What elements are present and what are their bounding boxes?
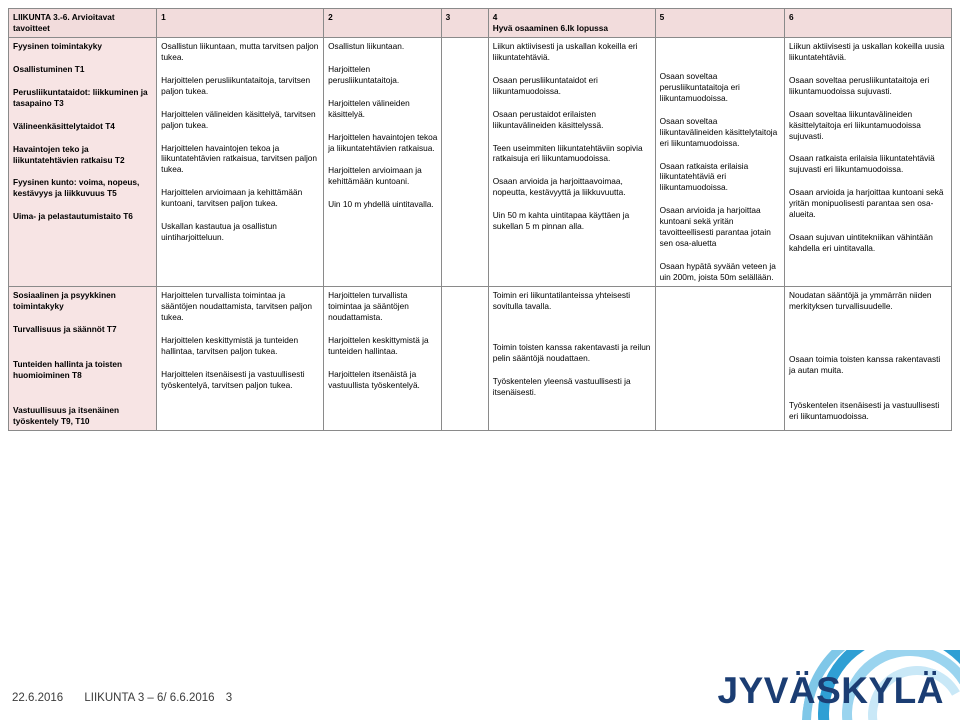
objective-t2: Havaintojen teko ja liikuntatehtävien ratkaisu T2 — [13, 143, 125, 165]
criteria-text: Osaan toimia toisten kanssa rakentavasti ja autan muita. — [788, 353, 941, 375]
criteria-text: Osallistun liikuntaan. — [328, 40, 405, 51]
criteria-text: Harjoittelen välineiden käsittelyä. — [328, 97, 410, 119]
criteria-text: Liikun aktiivisesti ja uskallan kokeilla uusia liikuntatehtäviä. — [788, 40, 945, 62]
criteria-text: Osaan soveltaa liikuntavälineiden käsittelytaitoja eri liikuntamuodoissa. — [659, 115, 778, 148]
header-cell-2 — [324, 9, 442, 38]
objective-t5: Fyysinen kunto: voima, nopeus, kestävyys ja liikkuvuus T5 — [13, 177, 140, 199]
objective-t7: Turvallisuus ja säännöt T7 — [13, 323, 117, 334]
header-level-5: 5 — [659, 12, 665, 22]
criteria-text: Toimin toisten kanssa rakentavasti ja reilun pelin sääntöjä noudattaen. — [492, 341, 651, 363]
spacer — [660, 41, 781, 71]
criteria-text: Harjoittelen havaintojen tekoa ja liikuntatehtävien ratkaisua, tarvitsen paljon tukea. — [161, 142, 318, 175]
header-cell-4 — [488, 9, 655, 38]
header-cell-3 — [441, 9, 488, 38]
criteria-text: Osaan sujuvan uintitekniikan vähintään kahdella eri uintitavalla. — [788, 232, 933, 254]
criteria-text: Työskentelen itsenäisesti ja vastuullisesti eri liikuntamuodoissa. — [788, 399, 940, 421]
criteria-text: Työskentelen yleensä vastuullisesti ja itsenäisesti. — [492, 375, 631, 397]
criteria-text: Osaan arvioida ja harjoittaa kuntoani sekä yritän monipuolisesti parantaa sen osa-alueita. — [788, 187, 944, 220]
criteria-text: Harjoittelen perusliikuntataitoja, tarvitsen paljon tukea. — [161, 74, 311, 96]
section-2-title: Sosiaalinen ja psyykkinen toimintakyky — [13, 289, 116, 311]
section-1-level-2 — [324, 37, 442, 286]
criteria-text: Osallistun liikuntaan, mutta tarvitsen paljon tukea. — [161, 40, 319, 62]
objective-t9-t10: Vastuullisuus ja itsenäinen työskentely T9, T10 — [13, 404, 120, 426]
brand-logo-text: JYVÄSKYLÄ — [717, 670, 944, 711]
criteria-text: Noudatan sääntöjä ja ymmärrän niiden merkityksen turvallisuudelle. — [788, 289, 932, 311]
criteria-text: Uin 10 m yhdellä uintitavalla. — [328, 199, 434, 210]
section-1-level-6 — [784, 37, 951, 286]
criteria-text: Harjoittelen turvallista toimintaa ja sääntöjen noudattamista. — [328, 289, 409, 322]
criteria-text: Harjoittelen havaintojen tekoa ja liikuntatehtävien ratkaisua. — [328, 131, 438, 153]
header-objectives-label: LIIKUNTA 3.-6. Arvioitavat tavoitteet — [13, 12, 115, 33]
criteria-text: Teen useimmiten liikuntatehtäviin sopivia ratkaisuja eri liikuntamuodoissa. — [492, 142, 643, 164]
objective-t8: Tunteiden hallinta ja toisten huomioiminen T8 — [13, 358, 123, 380]
criteria-text: Osaan soveltaa liikuntavälineiden käsittelytaitoja eri liikuntamuodoissa sujuvasti. — [788, 108, 921, 141]
criteria-text: Osaan ratkaista erilaisia liikuntatehtäviä eri liikuntamuodoissa. — [659, 160, 749, 193]
criteria-text: Osaan ratkaista erilaisia liikuntatehtäviä sujuvasti eri liikuntamuodoissa. — [788, 153, 935, 175]
table-row — [9, 37, 952, 286]
header-level-2: 2 — [328, 12, 333, 22]
section-1-level-1 — [157, 37, 324, 286]
header-cell-1 — [157, 9, 324, 38]
spacer — [13, 393, 153, 405]
table-header-row — [9, 9, 952, 38]
criteria-text: Harjoittelen itsenäisesti ja vastuullisesti työskentelyä, tarvitsen paljon tukea. — [161, 368, 305, 390]
criteria-text: Harjoittelen perusliikuntataitoja. — [328, 63, 400, 85]
section-2-level-4 — [488, 286, 655, 430]
criteria-text: Harjoittelen välineiden käsittelyä, tarvitsen paljon tukea. — [161, 108, 316, 130]
header-level-1: 1 — [161, 12, 166, 22]
section-2-objectives — [9, 286, 157, 430]
criteria-text: Osaan perusliikuntataidot eri liikuntamuodoissa. — [492, 74, 598, 96]
criteria-text: Toimin eri liikuntatilanteissa yhteisesti sovitulla tavalla. — [492, 289, 631, 311]
section-2-level-2 — [324, 286, 442, 430]
assessment-criteria-table — [8, 8, 952, 431]
header-level-4: 4 — [492, 12, 498, 22]
criteria-text: Osaan hypätä syvään veteen ja uin 200m, joista 50m selällään. — [659, 261, 776, 282]
criteria-text: Uskallan kastautua ja osallistun uintiharjoitteluun. — [161, 221, 277, 243]
section-1-title: Fyysinen toimintakyky — [13, 40, 102, 51]
criteria-text: Harjoittelen keskittymistä ja tunteiden hallintaa, tarvitsen paljon tukea. — [161, 334, 299, 356]
header-level-3: 3 — [445, 12, 451, 22]
section-2-level-3 — [441, 286, 488, 430]
section-1-level-4 — [488, 37, 655, 286]
criteria-text: Osaan soveltaa perusliikuntataitoja eri liikuntamuodoissa sujuvasti. — [788, 74, 930, 96]
header-cell-objectives — [9, 9, 157, 38]
section-1-level-5 — [655, 37, 784, 286]
criteria-text: Harjoittelen arvioimaan ja kehittämään kuntoani, tarvitsen paljon tukea. — [161, 187, 303, 209]
objective-t1: Osallistuminen T1 — [13, 63, 85, 74]
criteria-text: Harjoittelen arvioimaan ja kehittämään kuntoani. — [328, 165, 422, 187]
spacer — [789, 388, 948, 400]
section-1-objectives — [9, 37, 157, 286]
header-cell-6 — [784, 9, 951, 38]
criteria-text: Osaan perustaidot erilaisten liikuntavälineiden käsittelyssä. — [492, 108, 604, 130]
section-2-level-1 — [157, 286, 324, 430]
spacer — [493, 324, 652, 342]
criteria-text: Harjoittelen itsenäistä ja vastuullista työskentelyä. — [328, 368, 420, 390]
header-level-6: 6 — [788, 12, 794, 22]
objective-t3: Perusliikuntataidot: liikkuminen ja tasapaino T3 — [13, 86, 148, 108]
criteria-text: Osaan arvioida ja harjoittaa kuntoani sekä yritän tavoitteellisesti parantaa jotain sen osa-aluetta — [659, 205, 771, 249]
footer-date: 22.6.2016 — [12, 692, 64, 704]
objective-t6: Uima- ja pelastautumistaito T6 — [13, 211, 133, 222]
header-cell-5 — [655, 9, 784, 38]
section-1-level-3 — [441, 37, 488, 286]
footer-subject: LIIKUNTA 3 – 6/ 6.6.2016 — [84, 692, 215, 704]
criteria-text: Uin 50 m kahta uintitapaa käyttäen ja sukellan 5 m pinnan alla. — [492, 210, 630, 232]
criteria-text: Osaan soveltaa perusliikuntataitoja eri liikuntamuodoissa. — [659, 70, 740, 103]
footer-info — [12, 692, 232, 704]
footer-page-number: 3 — [225, 692, 233, 704]
section-2-level-5 — [655, 286, 784, 430]
slide-footer — [0, 660, 960, 720]
header-level-4-note: Hyvä osaaminen 6.lk lopussa — [492, 22, 608, 33]
spacer — [13, 347, 153, 359]
criteria-text: Harjoittelen keskittymistä ja tunteiden hallintaa. — [328, 334, 429, 356]
criteria-text: Osaan arvioida ja harjoittaavoimaa, nopeutta, kestävyyttä ja liikkuvuutta. — [492, 176, 626, 198]
section-2-level-6 — [784, 286, 951, 430]
objective-t4: Välineenkäsittelytaidot T4 — [13, 120, 115, 131]
table-row — [9, 286, 952, 430]
spacer — [789, 324, 948, 354]
criteria-text: Harjoittelen turvallista toimintaa ja sääntöjen noudattamista, tarvitsen paljon tukea. — [161, 289, 312, 322]
criteria-text: Liikun aktiivisesti ja uskallan kokeilla eri liikuntatehtäviä. — [492, 40, 638, 62]
